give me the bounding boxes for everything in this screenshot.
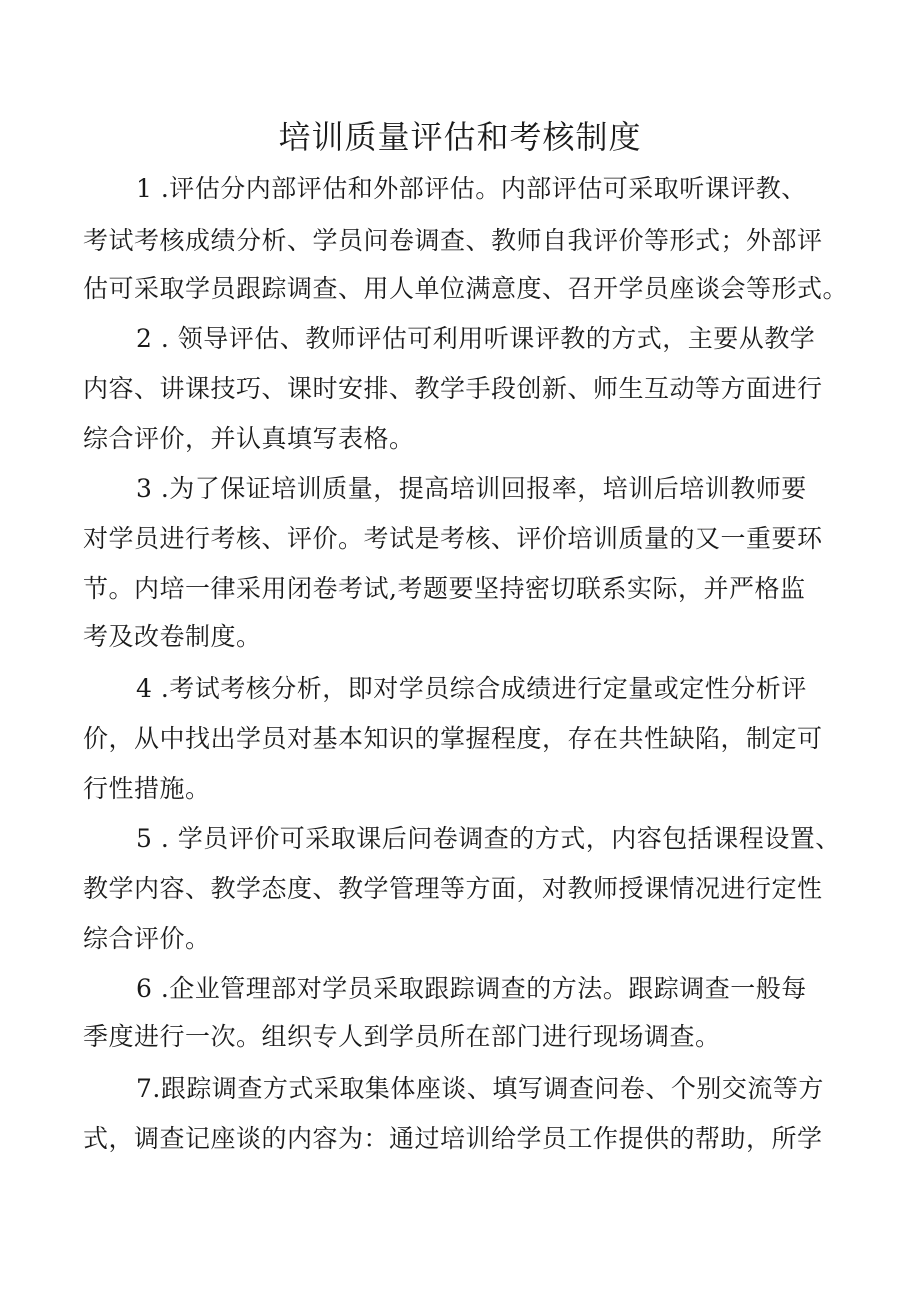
paragraph-5-line-1: 5 . 学员评价可采取课后问卷调查的方式，内容包括课程设置、 — [136, 824, 841, 853]
paragraph-7-line-2: 式，调查记座谈的内容为：通过培训给学员工作提供的帮助，所学 — [83, 1124, 823, 1153]
paragraph-6-line-1: 6 .企业管理部对学员采取跟踪调查的方法。跟踪调查一般每 — [136, 974, 807, 1003]
paragraph-7-line-1: 7.跟踪调查方式采取集体座谈、填写调查问卷、个别交流等方 — [136, 1074, 824, 1103]
paragraph-2-line-2: 内容、讲课技巧、课时安排、教学手段创新、师生互动等方面进行 — [83, 374, 823, 403]
paragraph-1-line-1: 1 .评估分内部评估和外部评估。内部评估可采取听课评教、 — [136, 174, 807, 203]
paragraph-4-line-3: 行性措施。 — [83, 774, 211, 803]
paragraph-1-line-3: 估可采取学员跟踪调查、用人单位满意度、召开学员座谈会等形式。 — [83, 274, 849, 303]
paragraph-4-line-1: 4 .考试考核分析，即对学员综合成绩进行定量或定性分析评 — [136, 674, 807, 703]
paragraph-5-line-2: 教学内容、教学态度、教学管理等方面，对教师授课情况进行定性 — [83, 874, 823, 903]
paragraph-6-line-2: 季度进行一次。组织专人到学员所在部门进行现场调查。 — [83, 1022, 721, 1051]
document-title: 培训质量评估和考核制度 — [278, 118, 642, 156]
paragraph-1-line-2: 考试考核成绩分析、学员问卷调查、教师自我评价等形式；外部评 — [83, 226, 823, 255]
paragraph-3-line-4: 考及改卷制度。 — [83, 622, 262, 651]
paragraph-2-line-1: 2 . 领导评估、教师评估可利用听课评教的方式，主要从教学 — [136, 324, 816, 353]
paragraph-5-line-3: 综合评价。 — [83, 924, 211, 953]
paragraph-2-line-3: 综合评价，并认真填写表格。 — [83, 424, 415, 453]
paragraph-3-line-1: 3 .为了保证培训质量，提高培训回报率，培训后培训教师要 — [136, 474, 807, 503]
paragraph-4-line-2: 价，从中找出学员对基本知识的掌握程度，存在共性缺陷，制定可 — [83, 724, 823, 753]
paragraph-3-line-2: 对学员进行考核、评价。考试是考核、评价培训质量的又一重要环 — [83, 524, 823, 553]
paragraph-3-line-3: 节。内培一律采用闭卷考试,考题要坚持密切联系实际，并严格监 — [83, 574, 806, 603]
